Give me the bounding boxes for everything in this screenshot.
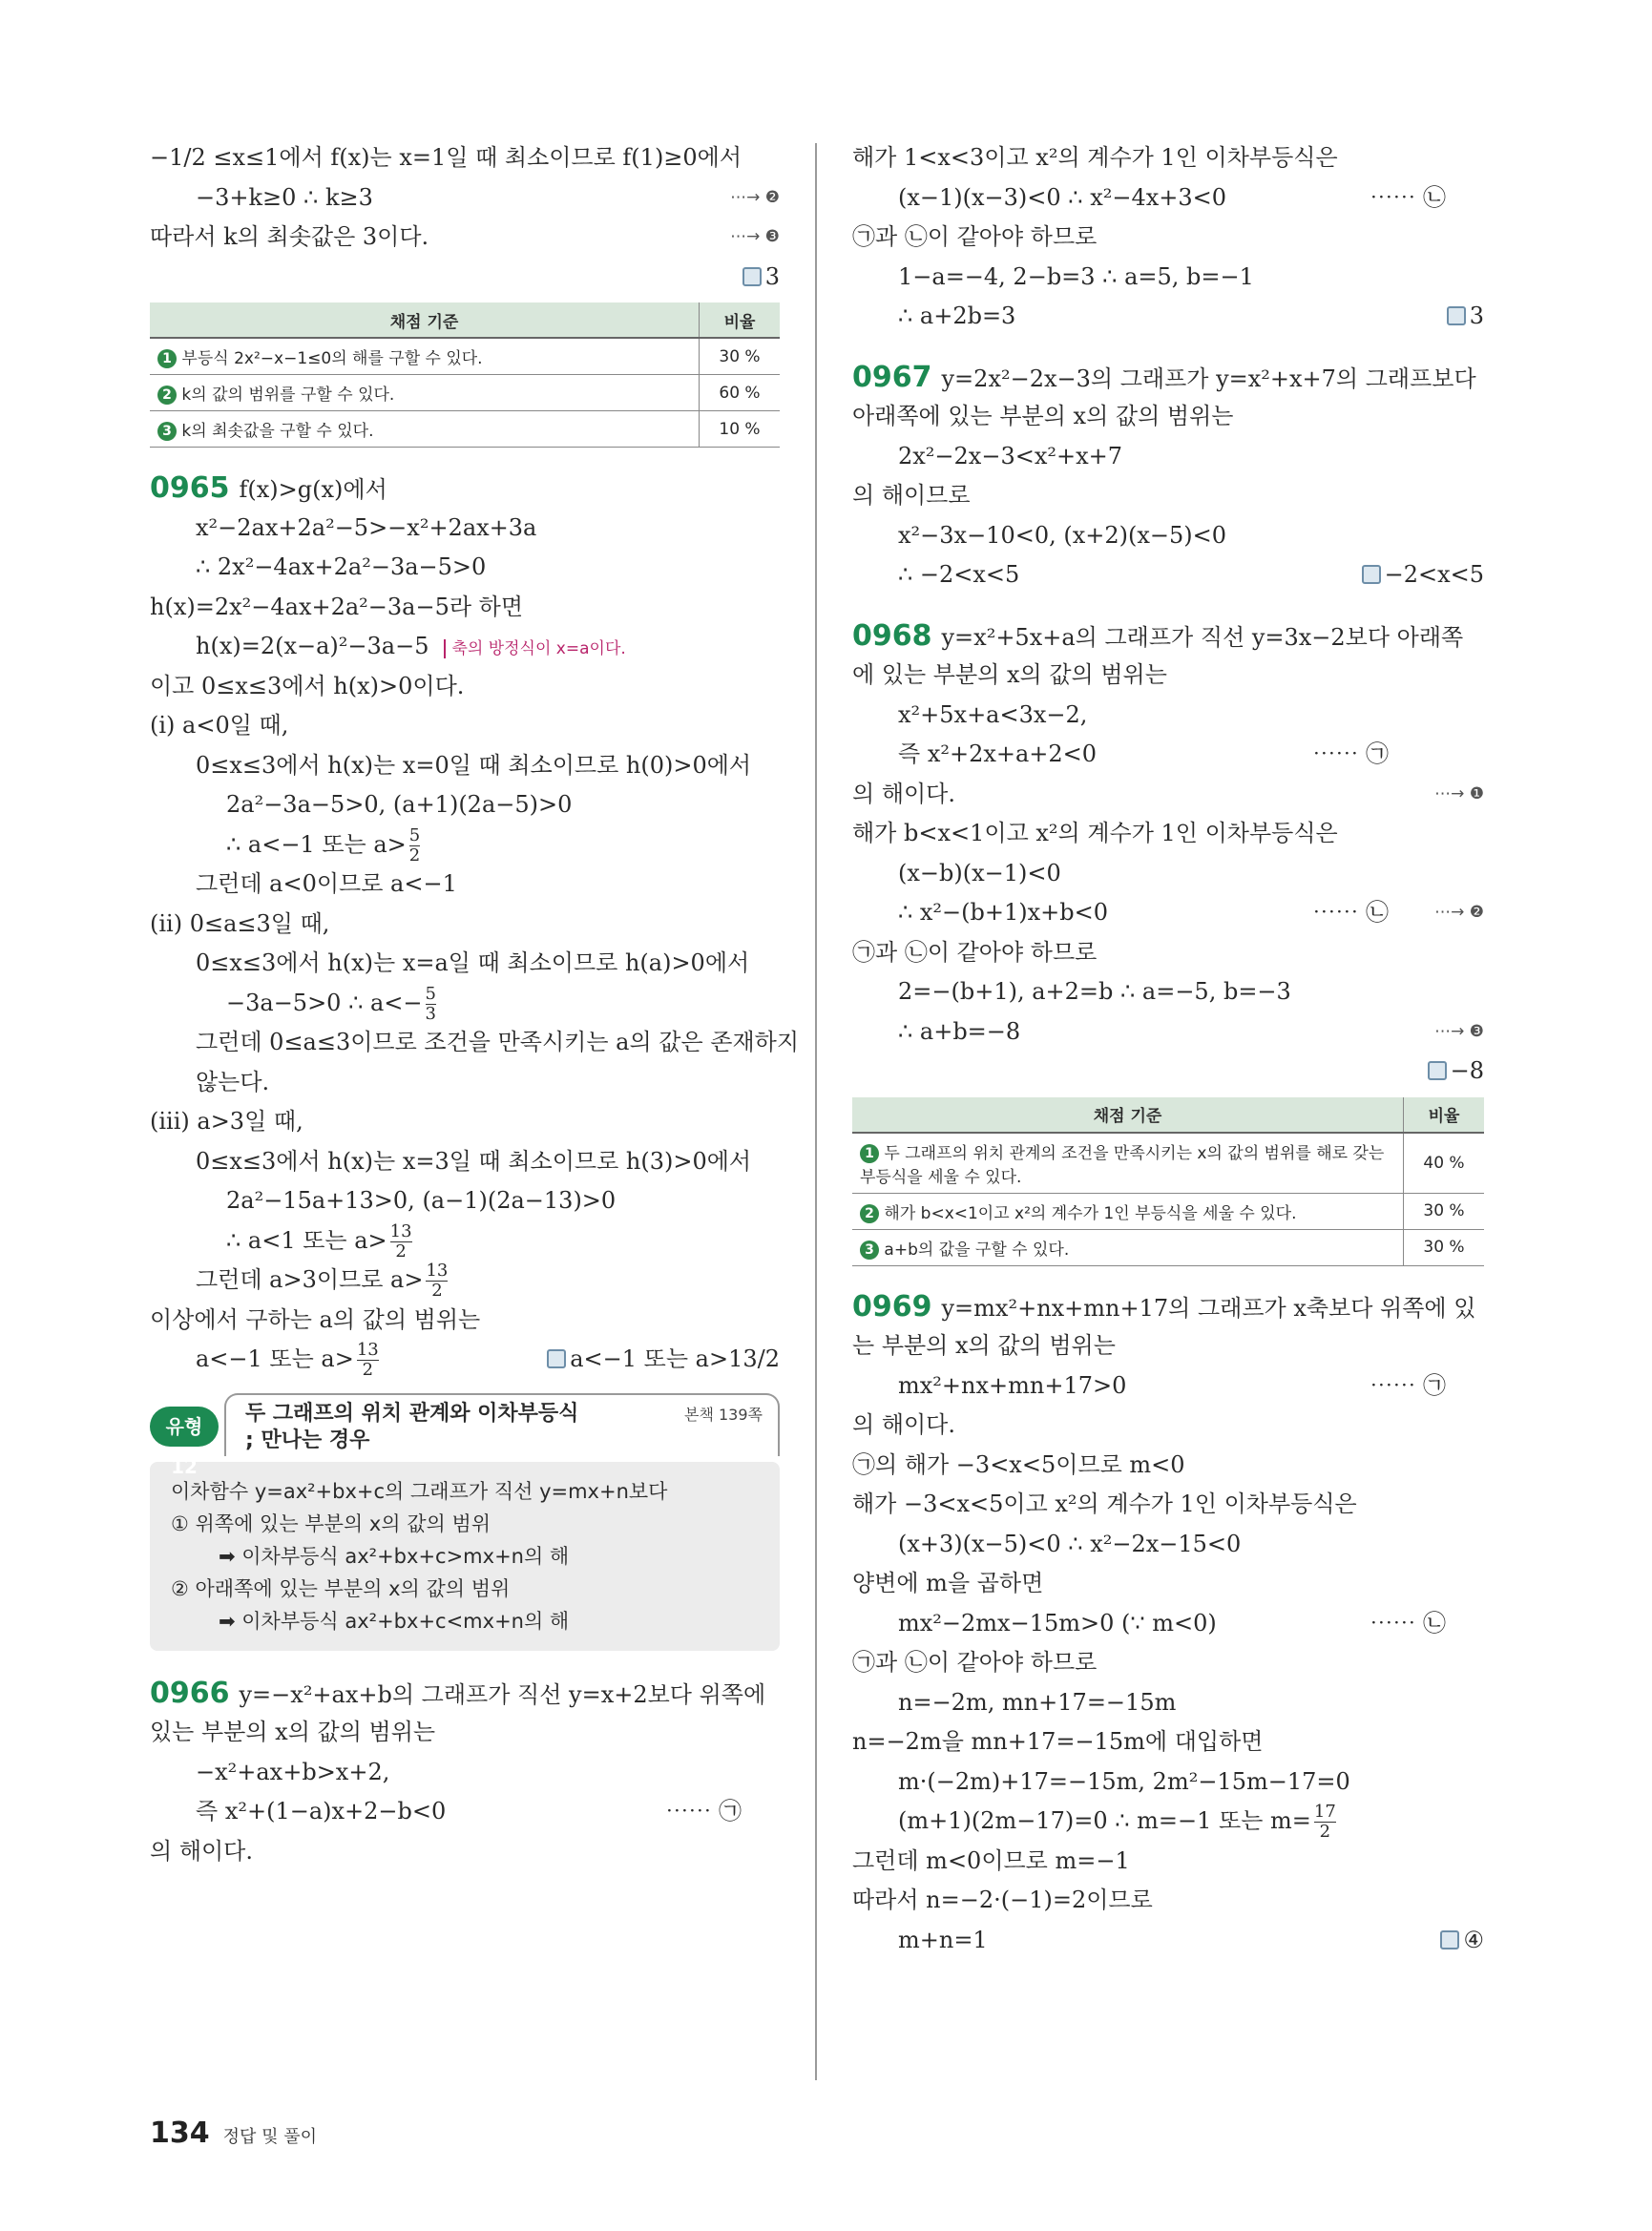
step-marker-2: ⋯→ ❷	[730, 187, 780, 207]
text-line: 0969 y=mx²+nx+mn+17의 그래프가 x축보다 위쪽에 있	[852, 1289, 1476, 1324]
problem-number: 0968	[852, 618, 932, 653]
answer-line: −8	[852, 1052, 1484, 1092]
equation-tag: ⋯⋯ ㉡	[1370, 1609, 1446, 1637]
fraction: $\frac{5}{2}$	[408, 824, 421, 865]
step-number-icon: 3	[157, 422, 177, 441]
step-number-icon: 1	[860, 1144, 879, 1163]
fraction: $\frac{13}{2}$	[356, 1340, 379, 1380]
text-line: 이고 0≤x≤3에서 h(x)>0이다.	[150, 672, 465, 699]
concept-summary-box: 이차함수 y=ax²+bx+c의 그래프가 직선 y=mx+n보다 ① 위쪽에 있는 부분의 x의 값의 범위 ➡ 이차부등식 ax²+bx+c>mx+n의 해 ② 아래쪽에 있는 부분의 x의 값의 범위 ➡ 이차부등식 ax²+bx+c<mx+n의 해	[150, 1462, 780, 1651]
text-line: x²−2ax+2a²−5>−x²+2ax+3a	[196, 513, 537, 541]
table-header-ratio: 비율	[700, 302, 781, 338]
text-line: ∴ a<−1 또는 a> $\frac{5}{2}$	[226, 824, 421, 865]
text-line: 그런데 0≤a≤3이므로 조건을 만족시키는 a의 값은 존재하지	[196, 1029, 800, 1055]
text-line: 0966 y=−x²+ax+b의 그래프가 직선 y=x+2보다 위쪽에	[150, 1676, 766, 1710]
text-line: ∴ −2<x<5 −2<x<5	[898, 561, 1484, 588]
fraction: $\frac{5}{3}$	[425, 983, 436, 1024]
answer-line: 3	[150, 258, 780, 298]
text-line: 해가 −3<x<5이고 x²의 계수가 1인 이차부등식은	[852, 1491, 1357, 1517]
problem-0965	[150, 469, 800, 1380]
text-line: h(x)=2x²−4ax+2a²−3a−5라 하면	[150, 593, 524, 620]
text-line: 해가 b<x<1이고 x²의 계수가 1인 이차부등식은	[852, 820, 1338, 846]
text-line: 의 해이다.	[150, 1837, 253, 1865]
answer-icon	[1362, 565, 1381, 584]
text-line: ∴ a+b=−8 ⋯→ ❸	[852, 1012, 1484, 1053]
text-line: m·(−2m)+17=−15m, 2m²−15m−17=0	[898, 1767, 1350, 1795]
text-line: (x−1)(x−3)<0 ∴ x²−4x+3<0 ⋯⋯ ㉡	[852, 178, 1484, 219]
text-line: n=−2m, mn+17=−15m	[898, 1688, 1177, 1716]
left-column	[150, 138, 800, 1871]
text-line: 즉 x²+2x+a+2<0 ⋯⋯ ㉠	[852, 735, 1484, 775]
text-line: 이상에서 구하는 a의 값의 범위는	[150, 1305, 481, 1333]
table-header-ratio: 비율	[1404, 1097, 1485, 1133]
text-line: 0≤x≤3에서 h(x)는 x=0일 때 최소이므로 h(0)>0에서	[196, 751, 752, 779]
text-line: −3+k≥0 ∴ k≥3 ⋯→ ❷	[150, 178, 780, 219]
column-divider	[815, 143, 817, 2080]
type-title: 두 그래프의 위치 관계와 이차부등식 ; 만나는 경우	[245, 1401, 579, 1452]
text-line: (m+1)(2m−17)=0 ∴ m=−1 또는 m= $\frac{17}{2}$	[898, 1802, 1336, 1842]
text-line: ㉠과 ㉡이 같아야 하므로	[852, 1649, 1098, 1676]
table-row: 2 k의 값의 범위를 구할 수 있다. 60 %	[150, 375, 780, 411]
answer-icon	[1440, 1930, 1459, 1950]
text-line: 는 부분의 x의 값의 범위는	[852, 1332, 1116, 1359]
text-line: ∴ x²−(b+1)x+b<0 ⋯⋯ ㉡ ⋯→ ❷	[852, 893, 1484, 933]
text-line: (ii) 0≤a≤3일 때,	[150, 909, 330, 937]
text-line: ∴ a+2b=3 3	[898, 302, 1484, 329]
type-title-box	[224, 1393, 780, 1456]
page-label: 정답 및 풀이	[222, 2127, 318, 2147]
equation-tag: ⋯⋯ ㉠	[1312, 740, 1389, 767]
text-line: 그런데 a>3이므로 a> $\frac{13}{2}$	[196, 1261, 449, 1301]
text-line: 그런데 m<0이므로 m=−1	[852, 1846, 1130, 1874]
text-line: ㉠과 ㉡이 같아야 하므로	[852, 938, 1098, 966]
step-number-icon: 3	[860, 1241, 879, 1260]
step-number-icon: 1	[157, 349, 177, 368]
table-row: 2 해가 b<x<1이고 x²의 계수가 1인 부등식을 세울 수 있다. 30 %	[852, 1193, 1484, 1229]
problem-0966	[150, 1674, 780, 1872]
page-footer	[150, 2116, 317, 2150]
problem-number: 0967	[852, 360, 932, 394]
answer-icon	[1447, 306, 1466, 325]
text-line: m+n=1 ④	[898, 1926, 1484, 1953]
answer-icon	[547, 1349, 566, 1368]
text-line: x²−3x−10<0, (x+2)(x−5)<0	[898, 521, 1227, 549]
table-row: 3 a+b의 값을 구할 수 있다. 30 %	[852, 1229, 1484, 1265]
text-line: 양변에 m을 곱하면	[852, 1570, 1044, 1596]
text-line: n=−2m을 mn+17=−15m에 대입하면	[852, 1728, 1264, 1755]
text-line: 에 있는 부분의 x의 값의 범위는	[852, 661, 1167, 688]
text-line: 즉 x²+(1−a)x+2−b<0 ⋯⋯ ㉠	[150, 1792, 780, 1832]
table-row: 1 두 그래프의 위치 관계의 조건을 만족시키는 x의 값의 범위를 해로 갖는 부등식을 세울 수 있다. 40 %	[852, 1133, 1484, 1194]
text-line: 따라서 k의 최솟값은 3이다. ⋯→ ❸	[150, 218, 780, 258]
text-line: a<−1 또는 a> $\frac{13}{2}$ a<−1 또는 a>13/2	[196, 1340, 780, 1380]
text-line: 1−a=−4, 2−b=3 ∴ a=5, b=−1	[898, 262, 1254, 290]
problem-0969	[852, 1287, 1484, 1961]
right-column	[852, 138, 1484, 1960]
step-marker-1: ⋯→ ❶	[1434, 783, 1484, 803]
problem-number: 0966	[150, 1676, 230, 1710]
text-line: x²+5x+a<3x−2,	[898, 700, 1088, 728]
text-line: −1/2 ≤x≤1에서 f(x)는 x=1일 때 최소이므로 f(1)≥0에서	[150, 144, 742, 171]
text-line: ㉠과 ㉡이 같아야 하므로	[852, 223, 1098, 250]
type-header	[150, 1393, 780, 1478]
step-marker-3: ⋯→ ❸	[1434, 1021, 1484, 1041]
problem-0967	[852, 358, 1484, 595]
page-reference: 본책 139쪽	[684, 1405, 763, 1424]
text-line: 0≤x≤3에서 h(x)는 x=a일 때 최소이므로 h(a)>0에서	[196, 949, 750, 976]
text-line: −3a−5>0 ∴ a<− $\frac{5}{3}$	[226, 983, 436, 1024]
text-line: ㉠의 해가 −3<x<5이므로 m<0	[852, 1450, 1185, 1478]
step-marker-3: ⋯→ ❸	[730, 227, 780, 246]
text-line: (iii) a>3일 때,	[150, 1108, 303, 1135]
text-line: mx²+nx+mn+17>0 ⋯⋯ ㉠	[852, 1366, 1484, 1407]
equation-tag: ⋯⋯ ㉡	[1370, 183, 1446, 211]
problem-number: 0965	[150, 471, 230, 505]
text-line: 의 해이다.	[852, 1411, 955, 1438]
text-line: 따라서 n=−2·(−1)=2이므로	[852, 1887, 1153, 1913]
text-line: ∴ 2x²−4ax+2a²−3a−5>0	[196, 553, 487, 580]
table-header-label: 채점 기준	[852, 1097, 1404, 1133]
problem-0966-continued	[852, 138, 1484, 337]
equation-tag: ⋯⋯ ㉠	[665, 1798, 742, 1824]
table-header-label: 채점 기준	[150, 302, 700, 338]
text-line: mx²−2mx−15m>0 (∵ m<0) ⋯⋯ ㉡	[852, 1604, 1484, 1644]
text-line: h(x)=2(x−a)²−3a−5 축의 방정식이 x=a이다.	[196, 633, 626, 659]
answer-icon	[742, 267, 762, 286]
text-line: 0967 y=2x²−2x−3의 그래프가 y=x²+x+7의 그래프보다	[852, 360, 1476, 394]
text-line: 2a²−15a+13>0, (a−1)(2a−13)>0	[226, 1187, 617, 1214]
problem-0968	[852, 616, 1484, 1092]
step-number-icon: 2	[860, 1204, 879, 1223]
fraction: $\frac{17}{2}$	[1313, 1802, 1336, 1842]
text-line: 않는다.	[196, 1068, 270, 1095]
text-line: 의 해이므로	[852, 482, 971, 509]
equation-tag: ⋯⋯ ㉡	[1312, 899, 1389, 926]
table-row: 3 k의 최솟값을 구할 수 있다. 10 %	[150, 411, 780, 448]
text-line: 그런데 a<0이므로 a<−1	[196, 870, 457, 897]
text-line: 0968 y=x²+5x+a의 그래프가 직선 y=3x−2보다 아래쪽	[852, 618, 1464, 653]
text-line: (x+3)(x−5)<0 ∴ x²−2x−15<0	[898, 1530, 1242, 1557]
answer-icon	[1428, 1061, 1447, 1080]
grading-table-2	[852, 1097, 1484, 1266]
equation-tag: ⋯⋯ ㉠	[1370, 1371, 1446, 1399]
page-number: 134	[150, 2116, 210, 2150]
text-line: 0965 f(x)>g(x)에서	[150, 471, 387, 505]
text-line: −x²+ax+b>x+2,	[196, 1758, 390, 1785]
problem-number: 0969	[852, 1289, 932, 1324]
text-line: 2a²−3a−5>0, (a+1)(2a−5)>0	[226, 791, 573, 818]
annotation-note: 축의 방정식이 x=a이다.	[444, 639, 625, 658]
text-line: 0≤x≤3에서 h(x)는 x=3일 때 최소이므로 h(3)>0에서	[196, 1147, 752, 1175]
text-line: (x−b)(x−1)<0	[898, 859, 1061, 886]
fraction: $\frac{13}{2}$	[389, 1220, 412, 1261]
text-line: 의 해이다. ⋯→ ❶	[852, 775, 1484, 815]
text-line: 해가 1<x<3이고 x²의 계수가 1인 이차부등식은	[852, 144, 1338, 171]
text-line: (i) a<0일 때,	[150, 712, 289, 739]
text-line: 2=−(b+1), a+2=b ∴ a=−5, b=−3	[898, 978, 1291, 1005]
text-line: 아래쪽에 있는 부분의 x의 값의 범위는	[852, 403, 1234, 429]
type-badge: 유형 12	[150, 1407, 219, 1447]
grading-table-1	[150, 302, 780, 448]
step-marker-2: ⋯→ ❷	[1434, 903, 1484, 922]
text-line: 2x²−2x−3<x²+x+7	[898, 442, 1123, 469]
step-number-icon: 2	[157, 386, 177, 405]
text-line: 있는 부분의 x의 값의 범위는	[150, 1719, 436, 1745]
fraction: $\frac{13}{2}$	[426, 1261, 449, 1301]
text-line: ∴ a<1 또는 a> $\frac{13}{2}$	[226, 1220, 412, 1261]
table-row: 1 부등식 2x²−x−1≤0의 해를 구할 수 있다. 30 %	[150, 338, 780, 375]
